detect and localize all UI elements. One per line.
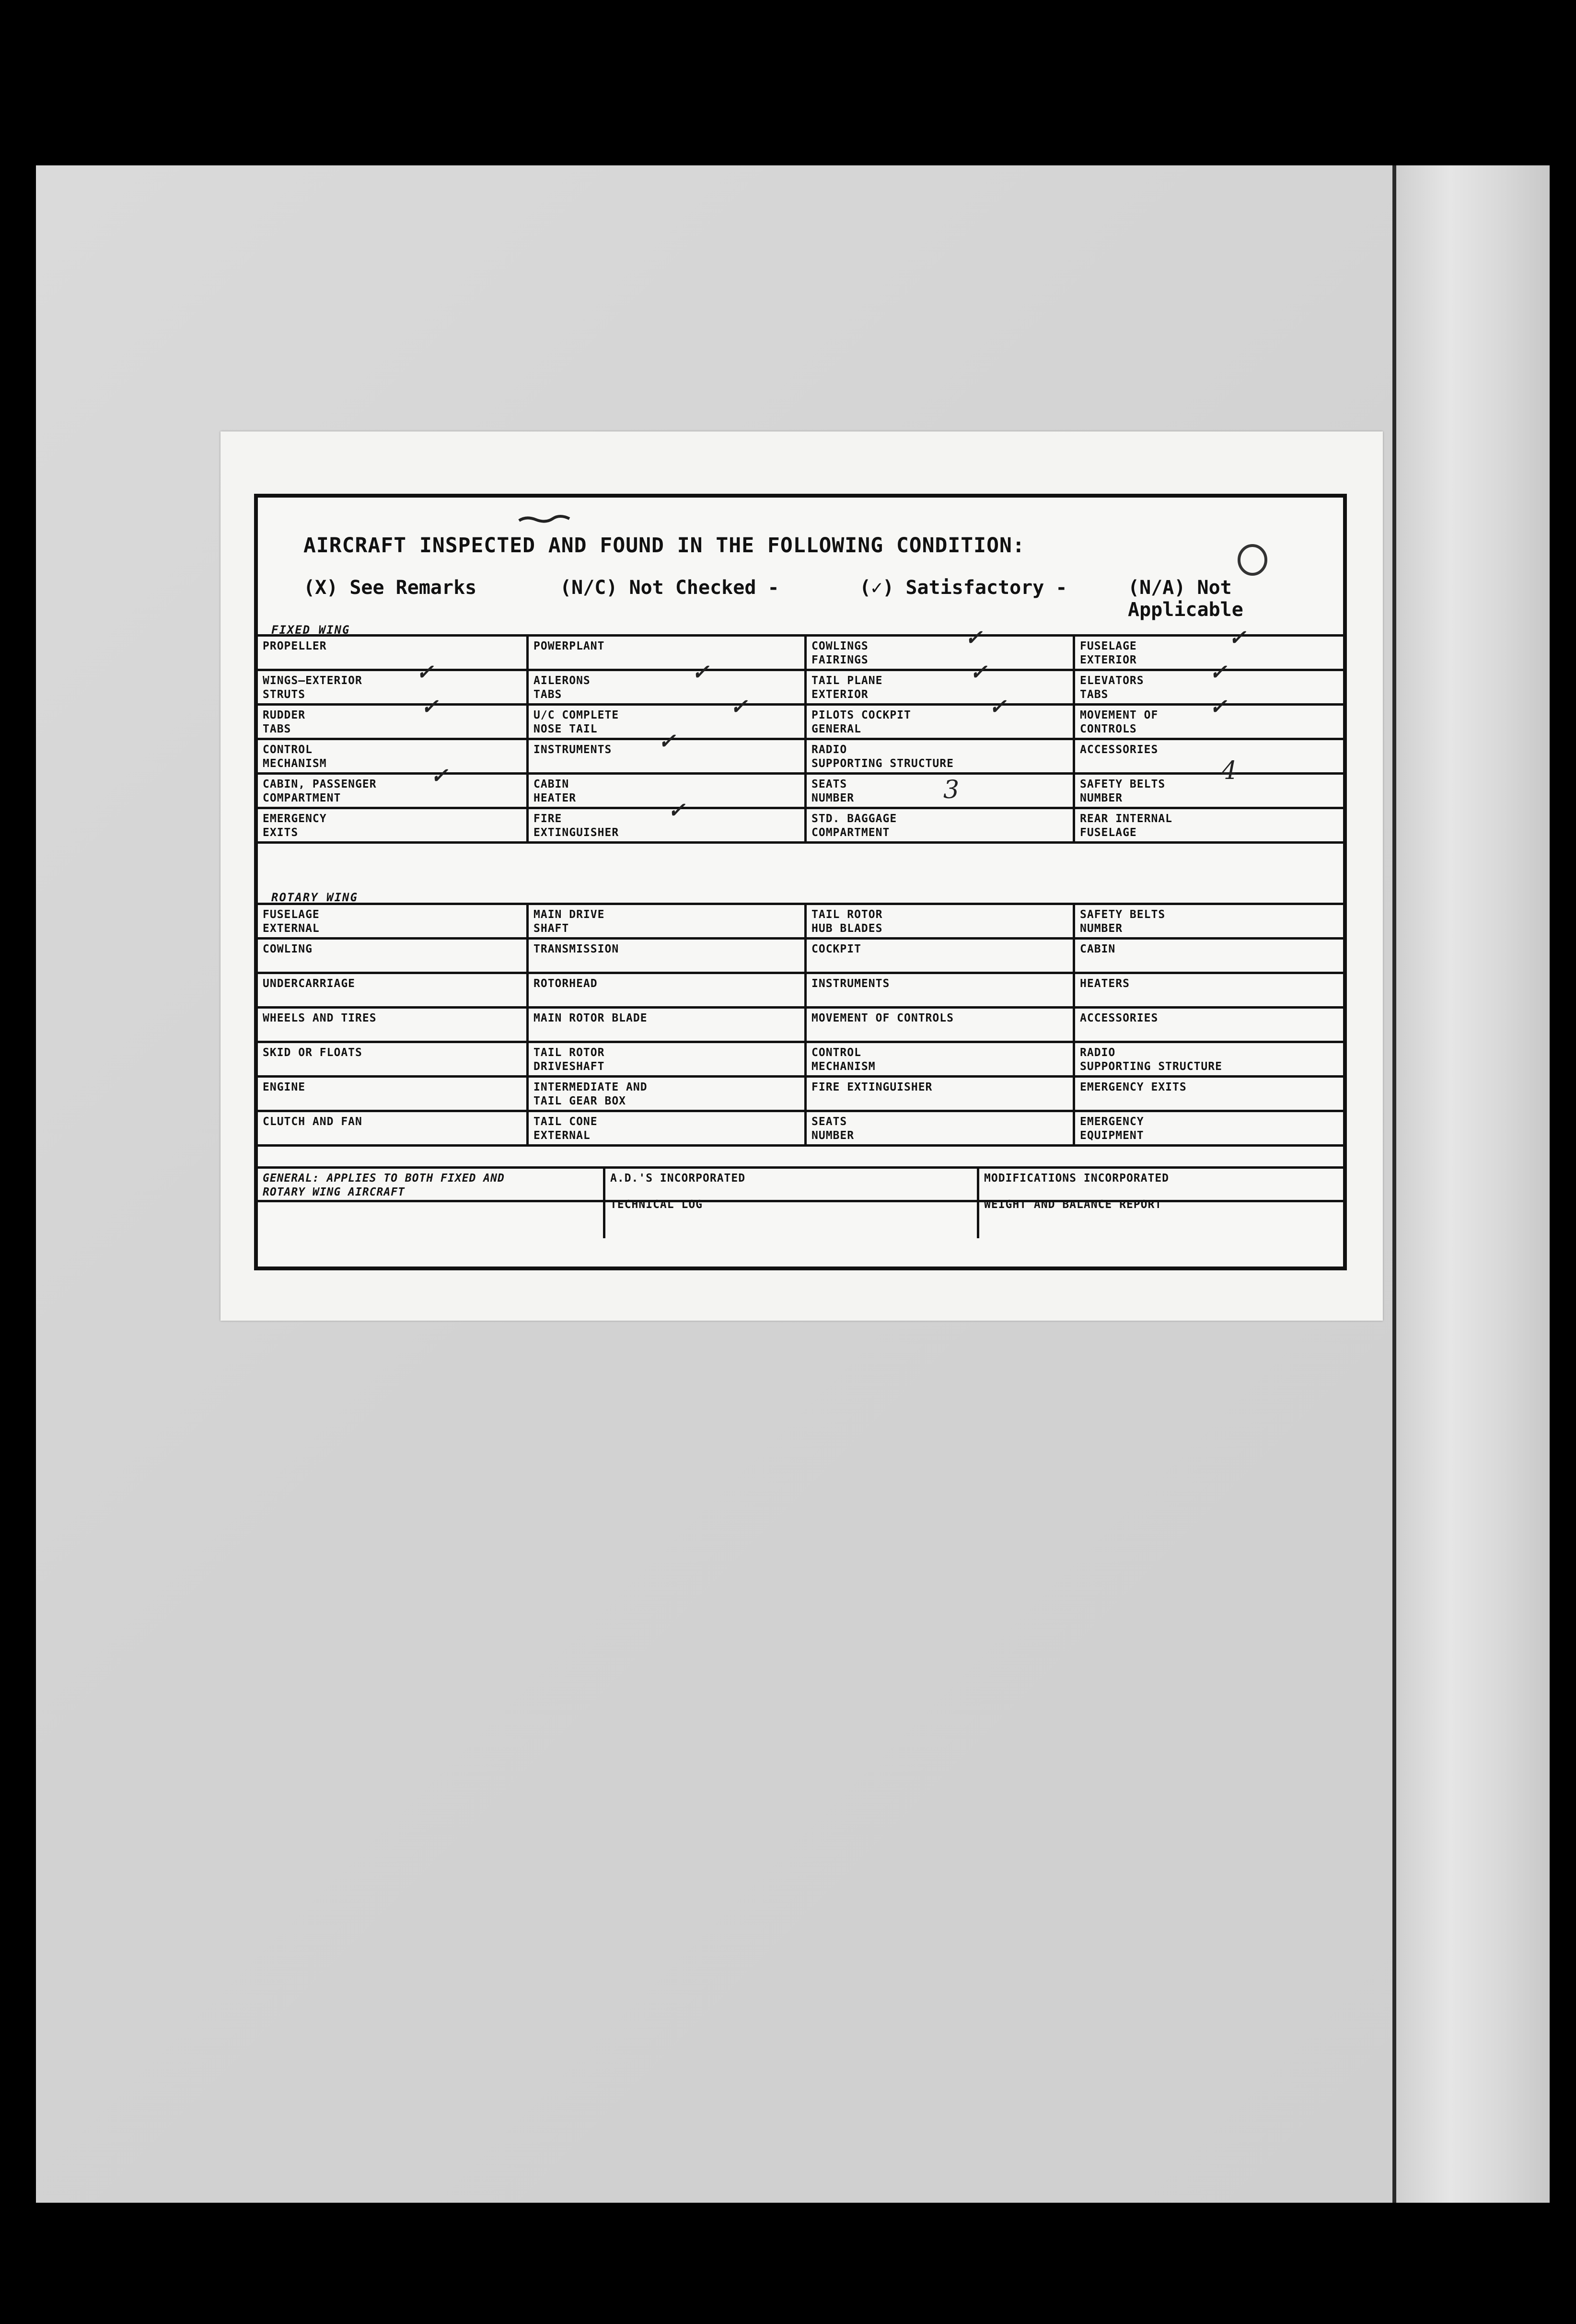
rotary-wing-cell: SAFETY BELTS NUMBER xyxy=(1073,905,1347,937)
rotary-wing-row xyxy=(258,903,1343,937)
check-mark: ✓ xyxy=(692,660,710,685)
rotary-wing-cell: WHEELS AND TIRES xyxy=(263,1012,377,1024)
rotary-wing-cell: COWLING xyxy=(263,943,313,955)
rotary-wing-row xyxy=(258,1006,1343,1041)
fixed-wing-heading: FIXED WING xyxy=(271,623,350,637)
rotary-wing-cell: UNDERCARRIAGE xyxy=(263,977,356,990)
legend-not-checked: (N/C) Not Checked - xyxy=(560,577,779,599)
rotary-wing-cell: ENGINE xyxy=(263,1081,306,1093)
check-mark: ✓ xyxy=(430,764,449,788)
rotary-wing-cell: COCKPIT xyxy=(804,940,1073,972)
rotary-wing-cell: MOVEMENT OF CONTROLS xyxy=(804,1009,1073,1041)
rotary-wing-cell: TRANSMISSION xyxy=(526,940,804,972)
rotary-wing-cell: EMERGENCY EXITS xyxy=(1073,1078,1347,1110)
general-section xyxy=(258,1166,1343,1238)
rotary-wing-cell: FIRE EXTINGUISHER xyxy=(804,1078,1073,1110)
rotary-wing-cell: TAIL CONE EXTERNAL xyxy=(526,1112,804,1144)
rotary-wing-cell: CLUTCH AND FAN xyxy=(263,1116,362,1128)
check-mark: ✓ xyxy=(730,695,748,719)
rotary-wing-cell: MAIN DRIVE SHAFT xyxy=(526,905,804,937)
fixed-wing-row xyxy=(258,798,1343,841)
general-row xyxy=(258,1166,1343,1238)
inspection-form xyxy=(254,494,1347,1270)
fixed-wing-cell: PROPELLER xyxy=(263,640,327,652)
check-mark: ✓ xyxy=(970,660,988,685)
fixed-wing-cell: RADIO SUPPORTING STRUCTURE xyxy=(804,740,1073,772)
rotary-wing-cell: RADIO SUPPORTING STRUCTURE xyxy=(1073,1043,1347,1075)
check-mark: ✓ xyxy=(668,798,686,823)
fixed-wing-cell: MOVEMENT OF CONTROLS ✓ xyxy=(1073,706,1347,738)
rotary-wing-row xyxy=(258,972,1343,1006)
general-divider xyxy=(258,1200,1343,1202)
rotary-wing-cell: SKID OR FLOATS xyxy=(263,1046,362,1059)
check-mark: ✓ xyxy=(421,695,439,719)
rotary-wing-cell: ACCESSORIES xyxy=(1073,1009,1347,1041)
fixed-wing-cell: COWLINGS FAIRINGS ✓ xyxy=(804,637,1073,669)
rotary-wing-row xyxy=(258,1075,1343,1110)
general-ads-cell xyxy=(603,1169,977,1238)
fixed-wing-row xyxy=(258,729,1343,772)
check-mark: ✓ xyxy=(1209,660,1228,685)
legend-not-applicable: (N/A) Not Applicable xyxy=(1128,577,1243,621)
fixed-wing-cell: SEATS NUMBER xyxy=(804,775,1073,807)
fixed-wing-row xyxy=(258,764,1343,807)
rotary-wing-cell: HEATERS xyxy=(1073,974,1347,1006)
fixed-wing-cell: RUDDER TABS ✓ xyxy=(263,695,439,735)
check-mark: ✓ xyxy=(658,729,676,754)
rotary-wing-cell: CABIN xyxy=(1073,940,1347,972)
hole-punch-mark xyxy=(1236,543,1269,577)
fixed-wing-cell: STD. BAGGAGE COMPARTMENT xyxy=(804,809,1073,841)
fixed-wing-cell: CABIN HEATER xyxy=(526,775,804,807)
fixed-wing-cell: REAR INTERNAL FUSELAGE xyxy=(1073,809,1347,841)
check-mark: ✓ xyxy=(1228,626,1247,650)
rotary-wing-cell: ROTORHEAD xyxy=(526,974,804,1006)
fixed-wing-cell: TAIL PLANE EXTERIOR ✓ xyxy=(804,671,1073,703)
safety-belts-number-value: 4 xyxy=(1221,756,1238,785)
fixed-wing-cell: POWERPLANT xyxy=(526,637,804,669)
rotary-wing-row xyxy=(258,937,1343,972)
rotary-wing-cell: FUSELAGE EXTERNAL xyxy=(263,908,320,935)
fixed-wing-bottom-rule xyxy=(258,841,1343,844)
check-mark: ✓ xyxy=(1209,695,1228,719)
fixed-wing-cell: CABIN, PASSENGER COMPARTMENT ✓ xyxy=(263,764,449,804)
fixed-wing-cell: SAFETY BELTS NUMBER xyxy=(1073,775,1347,807)
general-label xyxy=(258,1169,603,1238)
rotary-wing-cell: EMERGENCY EQUIPMENT xyxy=(1073,1112,1347,1144)
rotary-wing-cell: MAIN ROTOR BLADE xyxy=(526,1009,804,1041)
weight-balance-label: WEIGHT AND BALANCE REPORT xyxy=(984,1198,1162,1211)
rotary-wing-cell: CONTROL MECHANISM xyxy=(804,1043,1073,1075)
seats-number-value: 3 xyxy=(943,776,960,804)
rotary-wing-table xyxy=(258,903,1343,1142)
ads-incorporated-label: A.D.'S INCORPORATED xyxy=(610,1172,746,1185)
paper-edge-strip xyxy=(1392,165,1550,2203)
fixed-wing-cell: ELEVATORS TABS ✓ xyxy=(1073,671,1347,703)
fixed-wing-cell: AILERONS TABS ✓ xyxy=(526,671,804,703)
fixed-wing-cell: EMERGENCY EXITS xyxy=(263,813,327,839)
fixed-wing-cell: CONTROL MECHANISM xyxy=(263,744,327,770)
general-mods-cell xyxy=(977,1169,1347,1238)
rotary-wing-cell: SEATS NUMBER xyxy=(804,1112,1073,1144)
fixed-wing-cell: PILOTS COCKPIT GENERAL ✓ xyxy=(804,706,1073,738)
rotary-wing-cell: INTERMEDIATE AND TAIL GEAR BOX xyxy=(526,1078,804,1110)
fixed-wing-cell: U/C COMPLETE NOSE TAIL ✓ xyxy=(526,706,804,738)
fixed-wing-cell: WINGS—EXTERIOR STRUTS ✓ xyxy=(263,660,434,701)
rotary-wing-cell: INSTRUMENTS xyxy=(804,974,1073,1006)
general-label-text: GENERAL: APPLIES TO BOTH FIXED AND ROTARY WING AIRCRAFT xyxy=(263,1172,505,1198)
fixed-wing-cell: FUSELAGE EXTERIOR ✓ xyxy=(1073,637,1347,669)
form-title: AIRCRAFT INSPECTED AND FOUND IN THE FOLLOWING CONDITION: xyxy=(303,534,1025,558)
fixed-wing-cell: ACCESSORIES xyxy=(1073,740,1347,772)
check-mark: ✓ xyxy=(416,660,434,685)
rotary-wing-cell: TAIL ROTOR HUB BLADES xyxy=(804,905,1073,937)
legend-satisfactory: (✓) Satisfactory - xyxy=(859,577,1067,599)
check-mark: ✓ xyxy=(965,626,983,650)
modifications-label: MODIFICATIONS INCORPORATED xyxy=(984,1172,1170,1185)
check-mark: ✓ xyxy=(989,695,1007,719)
fixed-wing-row xyxy=(258,695,1343,738)
pen-scribble-mark xyxy=(517,512,579,526)
legend-see-remarks: (X) See Remarks xyxy=(303,577,477,599)
rotary-wing-cell: TAIL ROTOR DRIVESHAFT xyxy=(526,1043,804,1075)
technical-log-label: TECHNICAL LOG xyxy=(610,1198,703,1211)
rotary-wing-bottom-rule xyxy=(258,1144,1343,1147)
rotary-wing-row xyxy=(258,1041,1343,1075)
fixed-wing-cell: FIRE EXTINGUISHER ✓ xyxy=(526,809,804,841)
rotary-wing-row xyxy=(258,1110,1343,1144)
fixed-wing-cell: INSTRUMENTS ✓ xyxy=(526,740,804,772)
rotary-wing-heading: ROTARY WING xyxy=(271,891,358,904)
